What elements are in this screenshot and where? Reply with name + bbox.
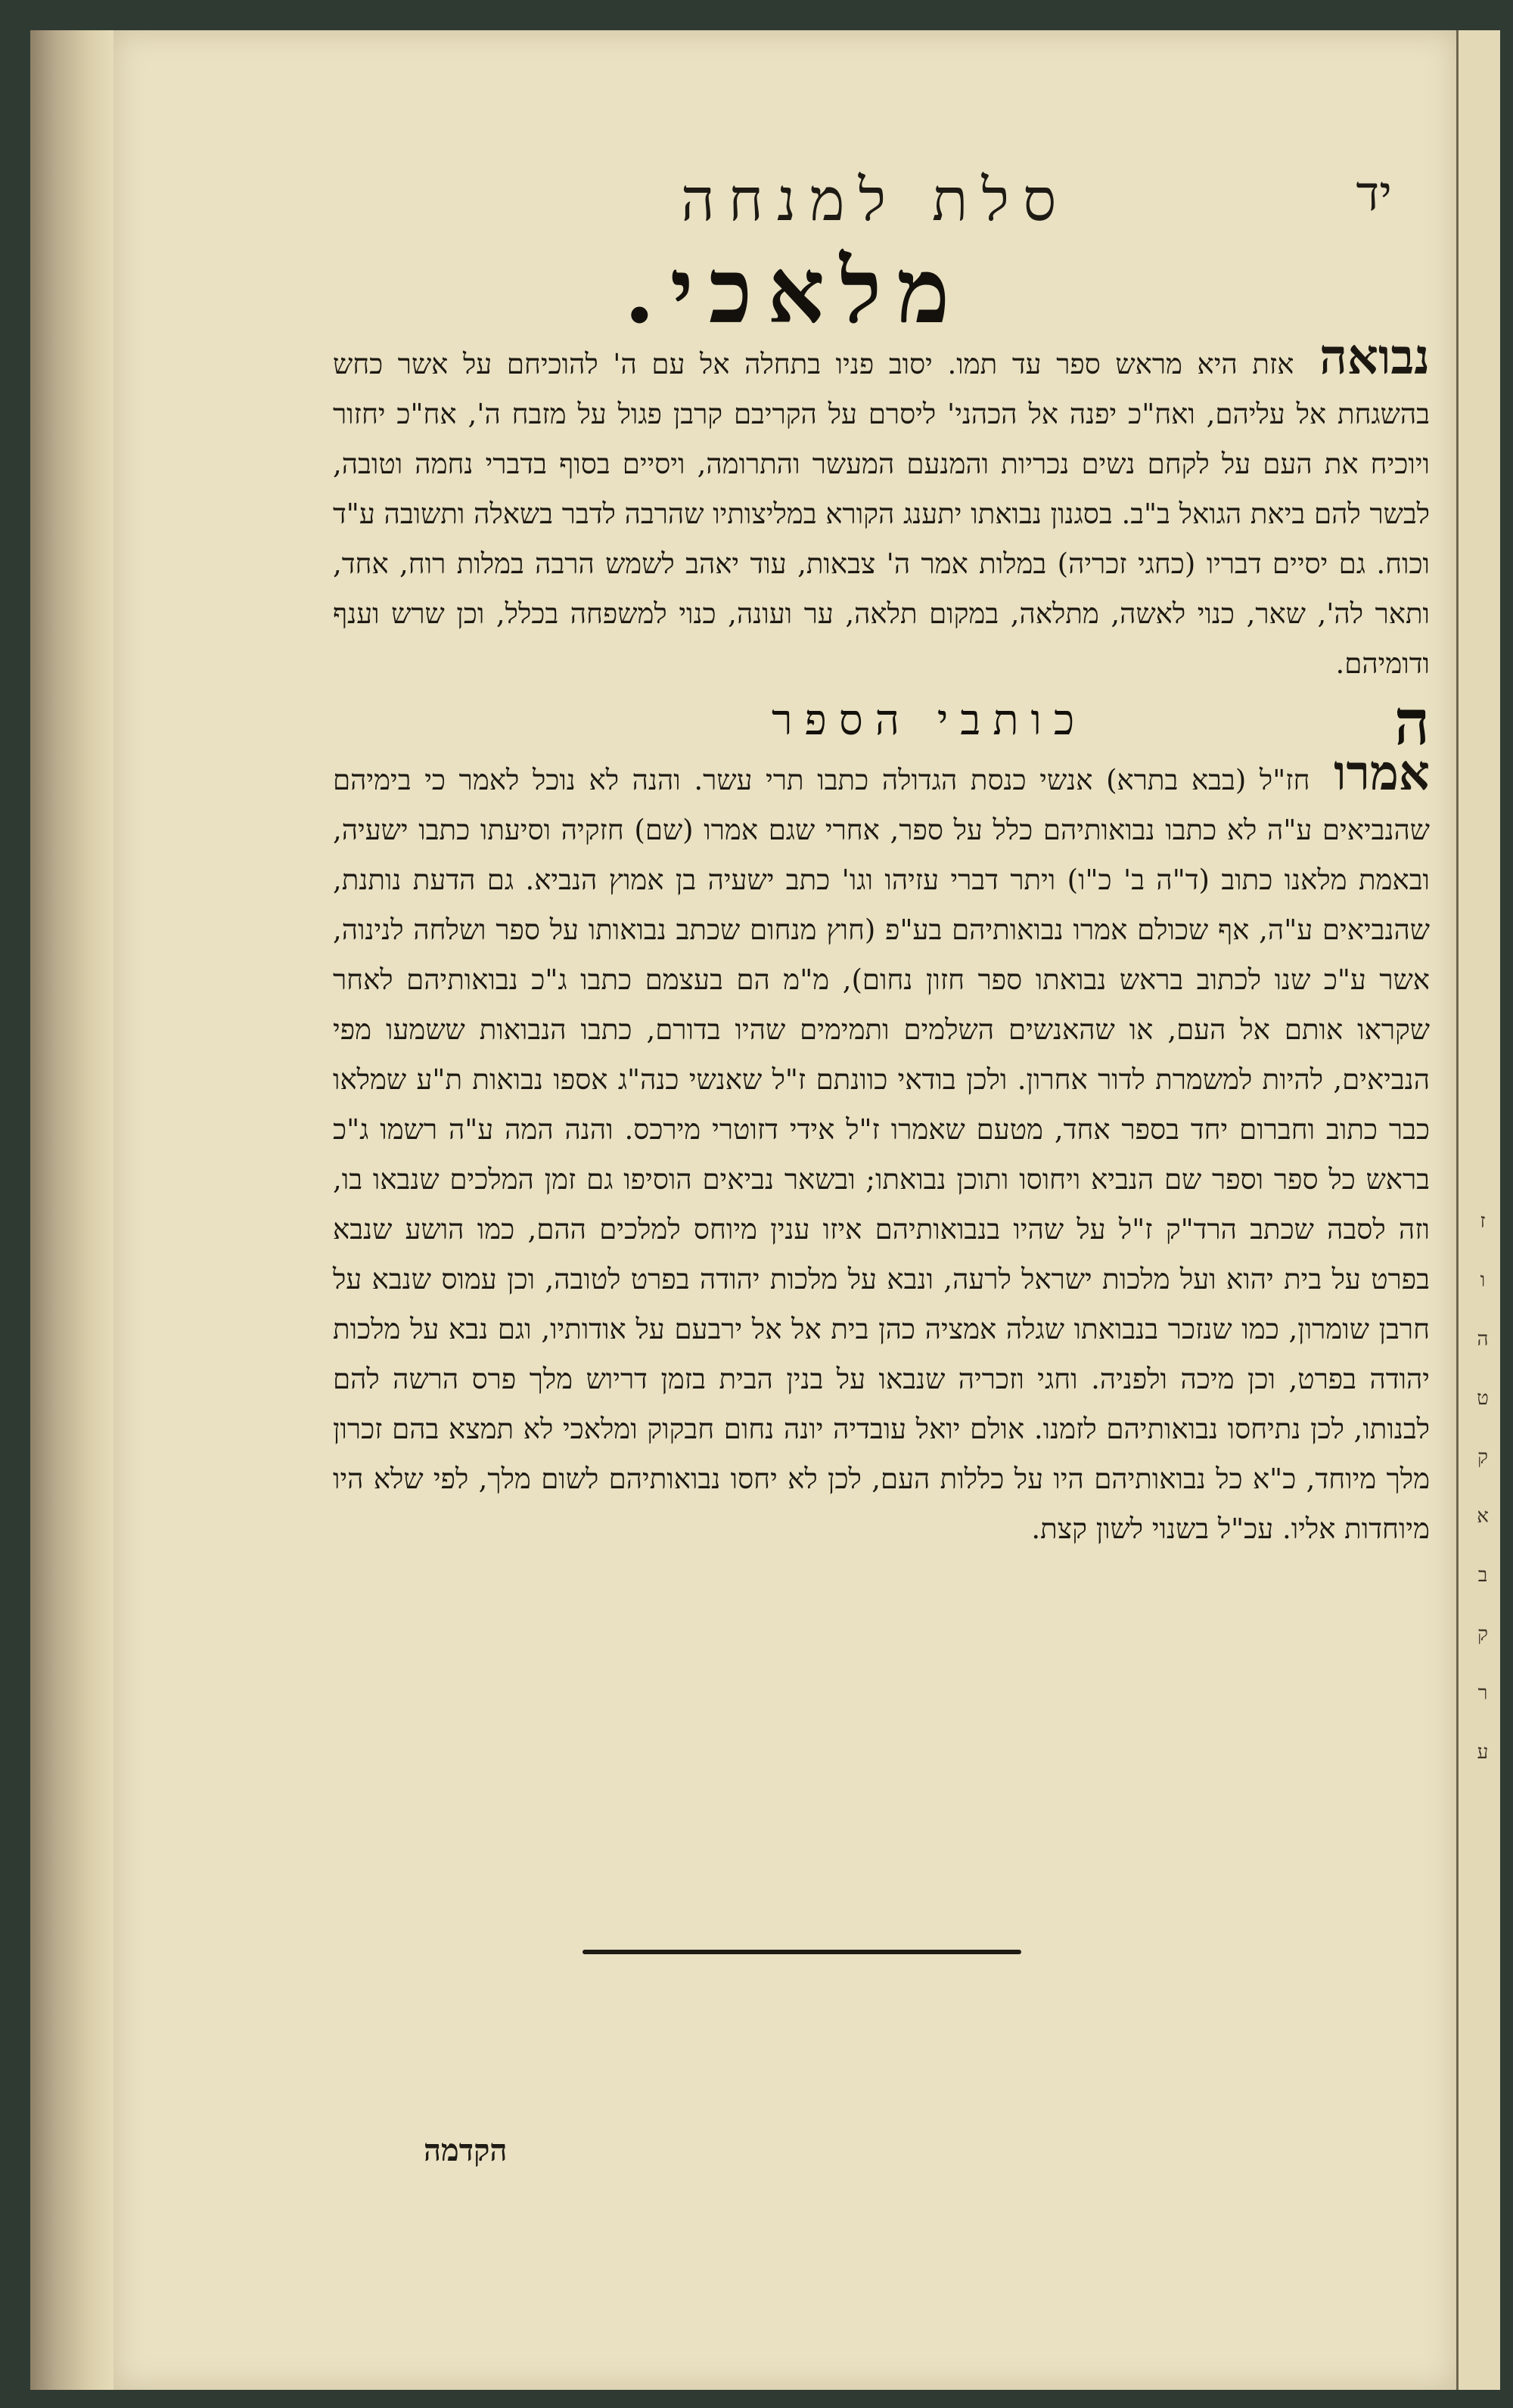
edge-letter: ו	[1480, 1269, 1486, 1292]
edge-letter: ק	[1477, 1446, 1488, 1469]
edge-letter: ה	[1477, 1328, 1489, 1351]
divider-rule	[583, 1950, 1021, 1954]
section-heading	[333, 687, 1430, 759]
intro-text: אזת היא מראש ספר עד תמו. יסוב פניו בתחלה אל עם ה' להוכיחם על אשר כחש בהשגחת אל עליהם, ואח"כ יפנה אל הכהני' ליסרם על הקריבם קרבן פגול על מזבח ה', אח"כ יחזור ויוכיח את העם על לקחם נשים נכריות והמנעם המעשר והתרומה, ויסיים בסוף בדברי נחמה וטובה, לבשר להם ביאת הגואל ב"ב. בסגנון נבואתו יתענג הקורא במליצותיו שהרבה לדבר בשאלה ותשובה ע"ד וכוח. גם יסיים דבריו (כחגי זכריה) במלות אמר ה' צבאות, עוד יאהב לשמש הרבה במלות רוח, אחד, ותאר לה', שאר, כנוי לאשה, מתלאה, במקום תלאה, ער ועונה, כנוי למשפחה בכלל, וכן שרש וענף ודומיהם.	[333, 348, 1430, 680]
edge-letter: ק	[1477, 1623, 1488, 1646]
edge-letter: ז	[1480, 1210, 1486, 1233]
catchword: הקדמה	[424, 2133, 508, 2168]
section-text: חז"ל (בבא בתרא) אנשי כנסת הגדולה כתבו תרי עשר. והנה לא נוכל לאמר כי בימיהם שהנביאים ע"ה לא כתבו נבואותיהם כלל על ספר, אחרי שגם אמרו (שם) חזקיה וסיעתו כתבו ישעיה, ובאמת מלאנו כתוב (ד"ה ב' כ"ו) ויתר דברי עזיהו וגו' כתב ישעיה בן אמוץ הנביא. גם הדעת נותנת, שהנביאים ע"ה, אף שכולם אמרו נבואותיהם בע"פ (חוץ מנחום שכתב נבואותו על ספר ושלחה לנינוה, אשר ע"כ שנו לכתוב בראש נבואתו ספר חזון נחום), מ"מ הם בעצמם כתבו ג"כ נבואותיהם לאחר שקראו אותם אל העם, או שהאנשים השלמים ותמימים שהיו בדורם, כתבו הנבואות ששמעו מפי הנביאים, להיות למשמרת לדור אחרון. ולכן בודאי כוונתם ז"ל שאנשי כנה"ג אספו נבואות ת"ע שמלאו כבר כתוב וחברום יחד בספר אחד, מטעם שאמרו ז"ל אידי דזוטרי מירכס. והנה המה ע"ה רשמו ג"כ בראש כל ספר וספר שם הנביא ויחוסו ותוכן נבואתו; ובשאר נביאים הוסיפו גם זמן המלכים שנבאו בו, וזה לסבה שכתב הרד"ק ז"ל על שהיו בנבואותיהם איזו ענין מיוחס למלכים ההם, כמו הושע שנבא בפרט על בית יהוא ועל מלכות ישראל לרעה, ונבא על מלכות יהודה בפרט לטובה, וכן עמוס שנבא על חרבן שומרון, כמו שנזכר בנבואתו שגלה אמציה כהן בית אל אל ירבעם על אודותיו, וגם נבא על מלכות יהודה בפרט, וכן מיכה ולפניה. וחגי וזכריה שנבאו על בנין הבית בזמן דריוש מלך פרס הרשה להם לבנותו, לכן נתיחסו נבואותיהם לזמנו. אולם יואל עובדיה יונה נחום חבקוק ומלאכי לא תמצא בהם זכרון מלך מיוחד, כ"א כל נבואותיהם היו על כללות העם, לכן לא יחסו נבואותיהם לשום מלך, לפי שלא היו מיוחדות אליו. עכ"ל בשנוי לשון קצת.	[333, 764, 1430, 1545]
book-title: מלאכי.	[623, 238, 965, 343]
edge-letter: ט	[1477, 1387, 1489, 1410]
edge-letter: ר	[1477, 1682, 1488, 1705]
page-number: יד	[1356, 166, 1392, 222]
facing-page-letters	[1471, 1210, 1494, 1764]
page-header	[227, 166, 1392, 234]
edge-letter: ע	[1477, 1741, 1489, 1764]
book-page-edges	[30, 30, 113, 2390]
section-lead-word: אמרו	[1334, 745, 1430, 802]
edge-letter: א	[1477, 1505, 1489, 1528]
section-title: כותבי הספר	[772, 696, 1087, 745]
section-paragraph	[333, 745, 1430, 1554]
intro-lead-word: נבואה	[1319, 329, 1430, 386]
section-letter: ה	[1393, 687, 1430, 759]
running-title: סלת למנחה	[681, 166, 1070, 234]
edge-letter: ב	[1477, 1564, 1488, 1587]
intro-paragraph	[333, 329, 1430, 689]
